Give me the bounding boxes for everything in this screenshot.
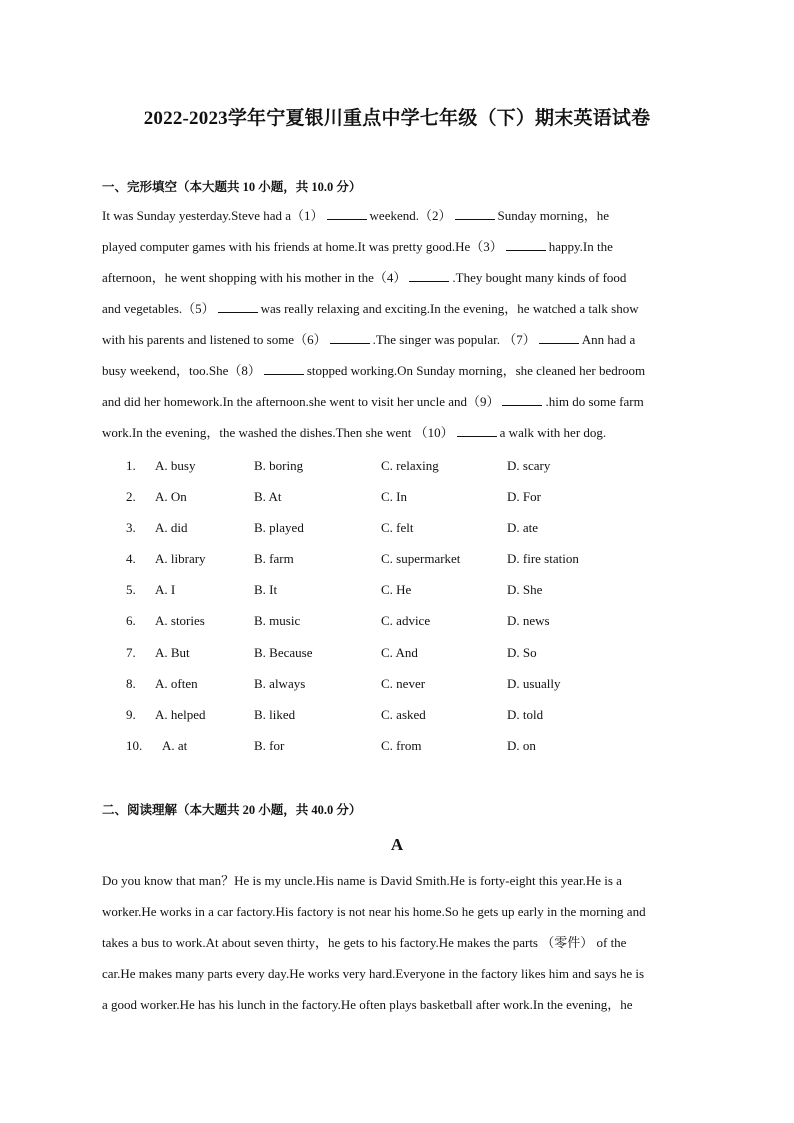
answer-blank: [539, 333, 579, 344]
answer-blank: [218, 302, 258, 313]
answer-blank: [506, 240, 546, 251]
option-row: 3. A. did B. played C. felt D. ate: [126, 520, 539, 536]
option-row: 2. A. On B. At C. In D. For: [126, 489, 541, 505]
option-row: 5. A. I B. It C. He D. She: [126, 582, 543, 598]
passage-line: busy weekend，too.She（8） stopped working.On Sunday morning，she cleaned her bedroom: [102, 363, 646, 378]
cloze-options: [102, 450, 692, 761]
passage-line: afternoon，he went shopping with his mother in the（4） .They bought many kinds of food: [102, 270, 627, 285]
option-row: 10. A. at B. for C. from D. on: [126, 737, 536, 753]
passage-line: and vegetables.（5） was really relaxing and exciting.In the evening，he watched a talk show: [102, 301, 639, 316]
section-heading-cloze: 一、完形填空（本大题共 10 小题，共 10.0 分）: [102, 180, 362, 194]
passage-line: car.He makes many parts every day.He works very hard.Everyone in the factory likes him and says he is: [102, 966, 645, 981]
cloze-passage: [102, 200, 692, 448]
passage-line: takes a bus to work.At about seven thirty，he gets to his factory.He makes the parts （零件） of the: [102, 935, 627, 950]
answer-blank: [264, 364, 304, 375]
page-title: 2022-2023学年宁夏银川重点中学七年级（下）期末英语试卷: [143, 108, 651, 129]
option-row: 7. A. But B. Because C. And D. So: [126, 644, 537, 660]
answer-blank: [330, 333, 370, 344]
passage-label: A: [390, 835, 404, 854]
answer-blank: [502, 395, 542, 406]
option-row: 4. A. library B. farm C. supermarket D. fire station: [126, 551, 579, 567]
option-row: 6. A. stories B. music C. advice D. news: [126, 613, 550, 629]
passage-line: Do you know that man？He is my uncle.His name is David Smith.He is forty-eight this year.He is a: [102, 873, 622, 888]
answer-blank: [409, 271, 449, 282]
reading-passage: [102, 865, 692, 1020]
section-heading-reading: 二、阅读理解（本大题共 20 小题，共 40.0 分）: [102, 803, 362, 817]
passage-line: It was Sunday yesterday.Steve had a（1） weekend.（2） Sunday morning，he: [102, 208, 610, 223]
option-row: 9. A. helped B. liked C. asked D. told: [126, 706, 544, 722]
passage-line: and did her homework.In the afternoon.she went to visit her uncle and（9） .him do some farm: [102, 394, 644, 409]
passage-line: a good worker.He has his lunch in the factory.He often plays basketball after work.In the evening，he: [102, 997, 633, 1012]
passage-line: worker.He works in a car factory.His factory is not near his home.So he gets up early in the morning and: [102, 904, 646, 919]
passage-line: played computer games with his friends at home.It was pretty good.He（3） happy.In the: [102, 239, 613, 254]
option-row: 1. A. busy B. boring C. relaxing D. scary: [126, 458, 551, 473]
answer-blank: [457, 426, 497, 437]
answer-blank: [455, 209, 495, 220]
passage-line: work.In the evening，the washed the dishes.Then she went （10） a walk with her dog.: [102, 425, 607, 440]
option-row: 8. A. often B. always C. never D. usually: [126, 675, 561, 691]
answer-blank: [327, 209, 367, 220]
passage-line: with his parents and listened to some（6） .The singer was popular. （7） Ann had a: [102, 332, 636, 347]
